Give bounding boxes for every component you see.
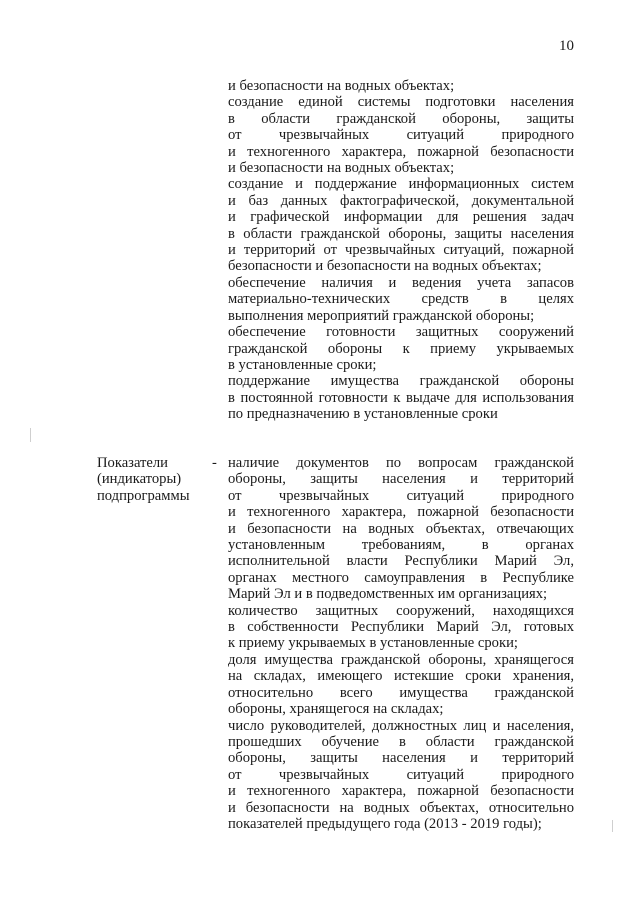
text-line: и техногенного характера, пожарной безопасности: [228, 143, 574, 160]
text-line: создание единой системы подготовки населения: [228, 94, 574, 111]
text-line: Марий Эл и в подведомственных им организациях;: [228, 586, 548, 603]
text-line: материально-технических средств в целях: [228, 291, 574, 308]
text-line: в постоянной готовности к выдаче для использования: [228, 389, 574, 406]
text-line: и безопасности на водных объектах;: [228, 160, 455, 177]
text-line: к приему укрываемых в установленные сроки;: [228, 635, 518, 652]
indicators-label-line: Показатели: [97, 455, 168, 471]
text-line: обороны, хранящегося на складах;: [228, 701, 444, 718]
indicators-label-line: (индикаторы): [97, 471, 182, 488]
text-line: установленным требованиям, в органах: [228, 537, 574, 554]
text-line: выполнения мероприятий гражданской обороны;: [228, 307, 535, 324]
text-line: в области гражданской обороны, защиты: [228, 110, 574, 127]
text-line: от чрезвычайных ситуаций природного: [228, 766, 574, 783]
measures-text-block: [228, 78, 574, 423]
text-line: создание и поддержание информационных систем: [228, 176, 574, 193]
indicators-label-line: подпрограммы: [97, 487, 190, 504]
text-line: обороны, защиты населения и территорий: [228, 471, 574, 488]
text-line: наличие документов по вопросам гражданской: [228, 455, 574, 471]
indicators-text-block: [228, 455, 574, 832]
text-line: прошедших обучение в области гражданской: [228, 733, 574, 750]
text-line: количество защитных сооружений, находящихся: [228, 602, 574, 619]
text-line: обороны, защиты населения и территорий: [228, 750, 574, 767]
text-line: обеспечение наличия и ведения учета запасов: [228, 274, 574, 291]
text-line: безопасности и безопасности на водных объектах;: [228, 258, 542, 275]
text-line: от чрезвычайных ситуаций природного: [228, 127, 574, 144]
scan-margin-mark: [30, 428, 31, 442]
text-line: гражданской обороны к приему укрываемых: [228, 340, 574, 357]
text-line: и безопасности на водных объектах, относительно: [228, 799, 574, 816]
text-line: в области гражданской обороны, защиты населения: [228, 225, 574, 242]
text-line: поддержание имущества гражданской обороны: [228, 373, 574, 390]
text-line: исполнительной власти Республики Марий Эл,: [228, 553, 574, 570]
text-line: на складах, имеющего истекшие сроки хранения,: [228, 668, 574, 685]
text-line: число руководителей, должностных лиц и населения,: [228, 717, 574, 734]
text-line: и графической информации для решения задач: [228, 209, 574, 226]
indicators-label: [97, 455, 217, 504]
scan-margin-mark: [612, 820, 613, 832]
text-line: относительно всего имущества гражданской: [228, 684, 574, 701]
text-line: по предназначению в установленные сроки: [228, 406, 498, 423]
text-line: и баз данных фактографической, документальной: [228, 192, 574, 209]
page-number: 10: [559, 38, 574, 54]
text-line: и техногенного характера, пожарной безопасности: [228, 504, 574, 521]
text-line: органах местного самоуправления в Республике: [228, 569, 574, 586]
text-line: от чрезвычайных ситуаций природного: [228, 487, 574, 504]
text-line: доля имущества гражданской обороны, хранящегося: [228, 651, 574, 668]
text-line: и территорий от чрезвычайных ситуаций, пожарной: [228, 242, 574, 259]
text-line: и техногенного характера, пожарной безопасности: [228, 783, 574, 800]
text-line: и безопасности на водных объектах;: [228, 78, 455, 94]
text-line: показателей предыдущего года (2013 - 2019 годы);: [228, 815, 542, 832]
label-dash: -: [212, 455, 217, 471]
text-line: обеспечение готовности защитных сооружений: [228, 324, 574, 341]
text-line: в установленные сроки;: [228, 356, 377, 373]
text-line: и безопасности на водных объектах, отвечающих: [228, 520, 574, 537]
text-line: в собственности Республики Марий Эл, готовых: [228, 619, 574, 636]
